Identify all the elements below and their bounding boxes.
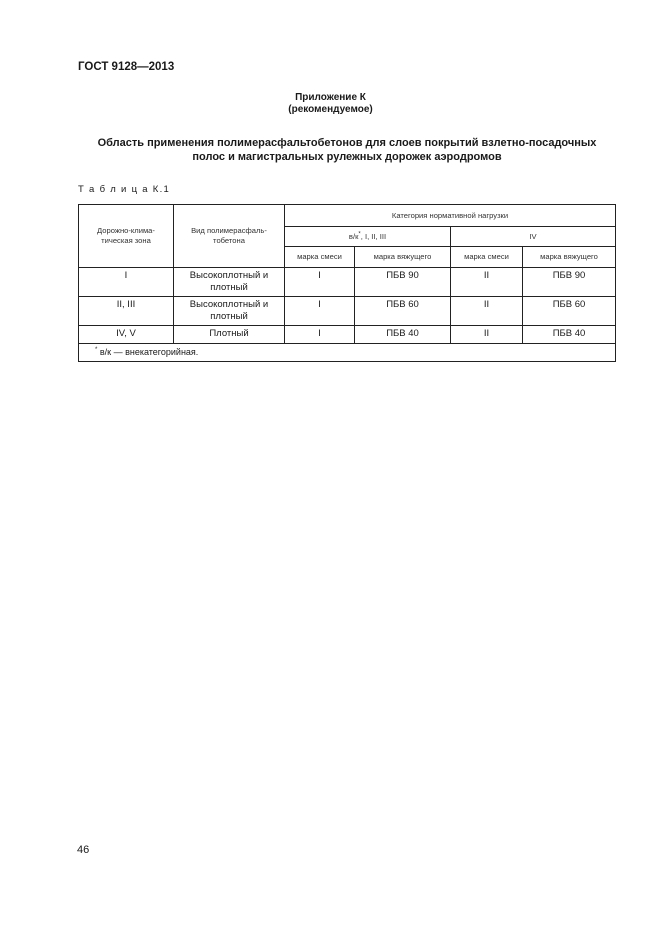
page-title: Область применения полимерасфальтобетонов для слоев покрытий взлетно-посадочных полос и магистральных рулежных дорожек аэродромов [97,137,597,163]
table-row [79,326,616,344]
page-number: 46 [77,844,90,856]
cell-zone: I [79,268,174,297]
footnote-marker: * [358,230,361,237]
cell-binder-1: ПБВ 60 [355,297,451,326]
table-footnote-row [79,344,616,362]
footnote-text: в/к — внекатегорийная. [97,347,199,357]
cell-mix-2: II [451,268,523,297]
header-zone: Дорожно-клима-тическая зона [79,205,174,268]
table-caption: Т а б л и ц а К.1 [78,184,171,195]
appendix-title: Приложение К [295,92,366,103]
footnote-mark: * [95,347,98,353]
cell-mix-1: I [285,326,355,344]
table-row [79,268,616,297]
appendix-subtitle: (рекомендуемое) [288,104,373,115]
document-code: ГОСТ 9128—2013 [78,61,175,73]
cell-type: Высокоплотный и плотный [174,297,285,326]
table-footnote [79,344,616,362]
header-mix-2: марка смеси [451,247,523,268]
header-group-2: IV [451,227,616,247]
cell-mix-1: I [285,268,355,297]
header-binder-2: марка вяжущего [523,247,616,268]
header-group-1-label: в/к [348,231,359,241]
cell-binder-1: ПБВ 40 [355,326,451,344]
cell-zone: IV, V [79,326,174,344]
cell-binder-2: ПБВ 90 [523,268,616,297]
table-row [79,297,616,326]
cell-binder-2: ПБВ 60 [523,297,616,326]
header-mix-1: марка смеси [285,247,355,268]
cell-binder-2: ПБВ 40 [523,326,616,344]
cell-type: Плотный [174,326,285,344]
cell-mix-2: II [451,297,523,326]
header-group-1 [285,227,451,247]
header-category: Категория нормативной нагрузки [285,205,616,227]
cell-mix-1: I [285,297,355,326]
header-group-1-rest: , I, II, III [360,231,387,241]
header-type: Вид полимерасфаль-тобетона [174,205,285,268]
cell-binder-1: ПБВ 90 [355,268,451,297]
cell-type: Высокоплотный и плотный [174,268,285,297]
data-table [78,204,616,362]
cell-zone: II, III [79,297,174,326]
header-binder-1: марка вяжущего [355,247,451,268]
appendix-heading [0,92,661,116]
cell-mix-2: II [451,326,523,344]
